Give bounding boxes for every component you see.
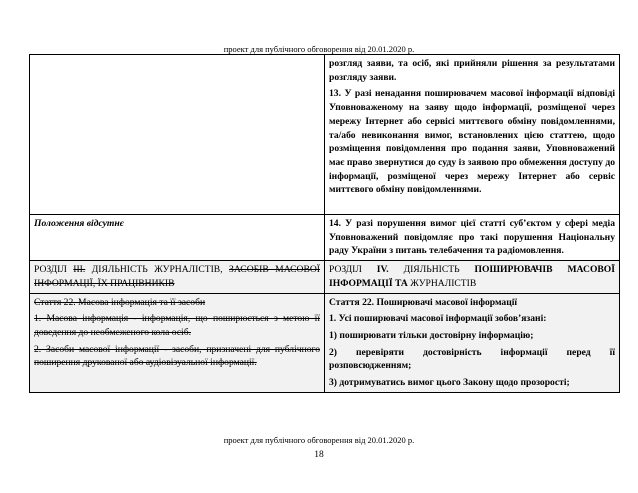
paragraph: 3) дотримуватись вимог цього Закону щодо прозорості; (329, 377, 570, 389)
article-title: Стаття 22. Поширювачі масової інформації (329, 296, 518, 308)
page-footer: проект для публічного обговорення від 20.01.2020 р. (223, 435, 415, 445)
table-row (30, 293, 620, 392)
paragraph: 1) поширювати тільки достовірну інформацію; (329, 329, 534, 341)
section-end: ЖУРНАЛІСТІВ (407, 277, 477, 289)
section-prefix: РОЗДІЛ (34, 264, 74, 276)
section-struck-text: ЗАСОБІВ МАСОВОЇ ІНФОРМАЦІЇ, ЇХ ПРАЦІВНИКІВ (34, 264, 321, 289)
paragraph: 2) перевіряти достовірність інформації перед її розповсюдженням; (329, 346, 615, 372)
table-row (30, 55, 620, 215)
cell-left-absent: Положення відсутнє (30, 215, 325, 261)
cell-left-empty (30, 55, 325, 215)
cell-right-section-title (325, 261, 620, 293)
cell-right-article-13 (325, 55, 620, 215)
paragraph: 2. Засоби масової інформації - засоби, призначені для публічного поширення друкованої або аудіовізуальної інформації. (34, 343, 320, 369)
paragraph: розгляд заяви, та осіб, які прийняли рішення за результатами розгляду заяви. (329, 58, 615, 83)
cell-left-section-title (30, 261, 325, 293)
section-mid: ДІЯЛЬНІСТЬ ЖУРНАЛІСТІВ, (85, 264, 230, 276)
cell-right-article-14: 14. У разі порушення вимог цієї статті суб’єктом у сфері медіа Уповноважений повідомляє про такі порушення Національну раду України з питань телебачення та радіомовлення. (325, 215, 620, 261)
section-number: IV. (376, 264, 389, 276)
table-row (30, 215, 620, 261)
section-struck-number: ІІІ. (73, 264, 86, 276)
section-mid: ДІЯЛЬНІСТЬ (388, 264, 475, 276)
page-number: 18 (314, 450, 324, 460)
section-prefix: РОЗДІЛ (329, 264, 377, 276)
cell-right-article-22-new (325, 293, 620, 392)
comparison-table (29, 54, 620, 393)
paragraph: 1. Масова інформація - інформація, що поширюється з метою її доведення до необмеженого кола осіб. (34, 313, 320, 338)
section-bold-text: ПОШИРЮВАЧІВ МАСОВОЇ ІНФОРМАЦІЇ ТА (329, 264, 615, 289)
paragraph: 13. У разі ненадання поширювачем масової інформації відповіді Уповноваженому на заяву щодо інформації, розміщеної через мережу Інтернет або сервісі миттєвого обміну повідомленнями, та/або невиконання вимог, встановлених цією статтею, щодо розміщення повідомлення про подання заяви, Уповноважений має право звернутися до суду із заявою про обмеження доступу до інформації, розміщеної через мережу Інтернет або сервіс миттєвого обміну повідомленнями. (329, 88, 615, 196)
table-row-section (30, 261, 620, 293)
paragraph: Стаття 22. Масова інформація та її засоби (34, 296, 206, 308)
paragraph: 1. Усі поширювачі масової інформації зобов’язані: (329, 313, 547, 325)
cell-left-article-22-old (30, 293, 325, 392)
page-header: проект для публічного обговорення від 20.01.2020 р. (223, 44, 415, 54)
